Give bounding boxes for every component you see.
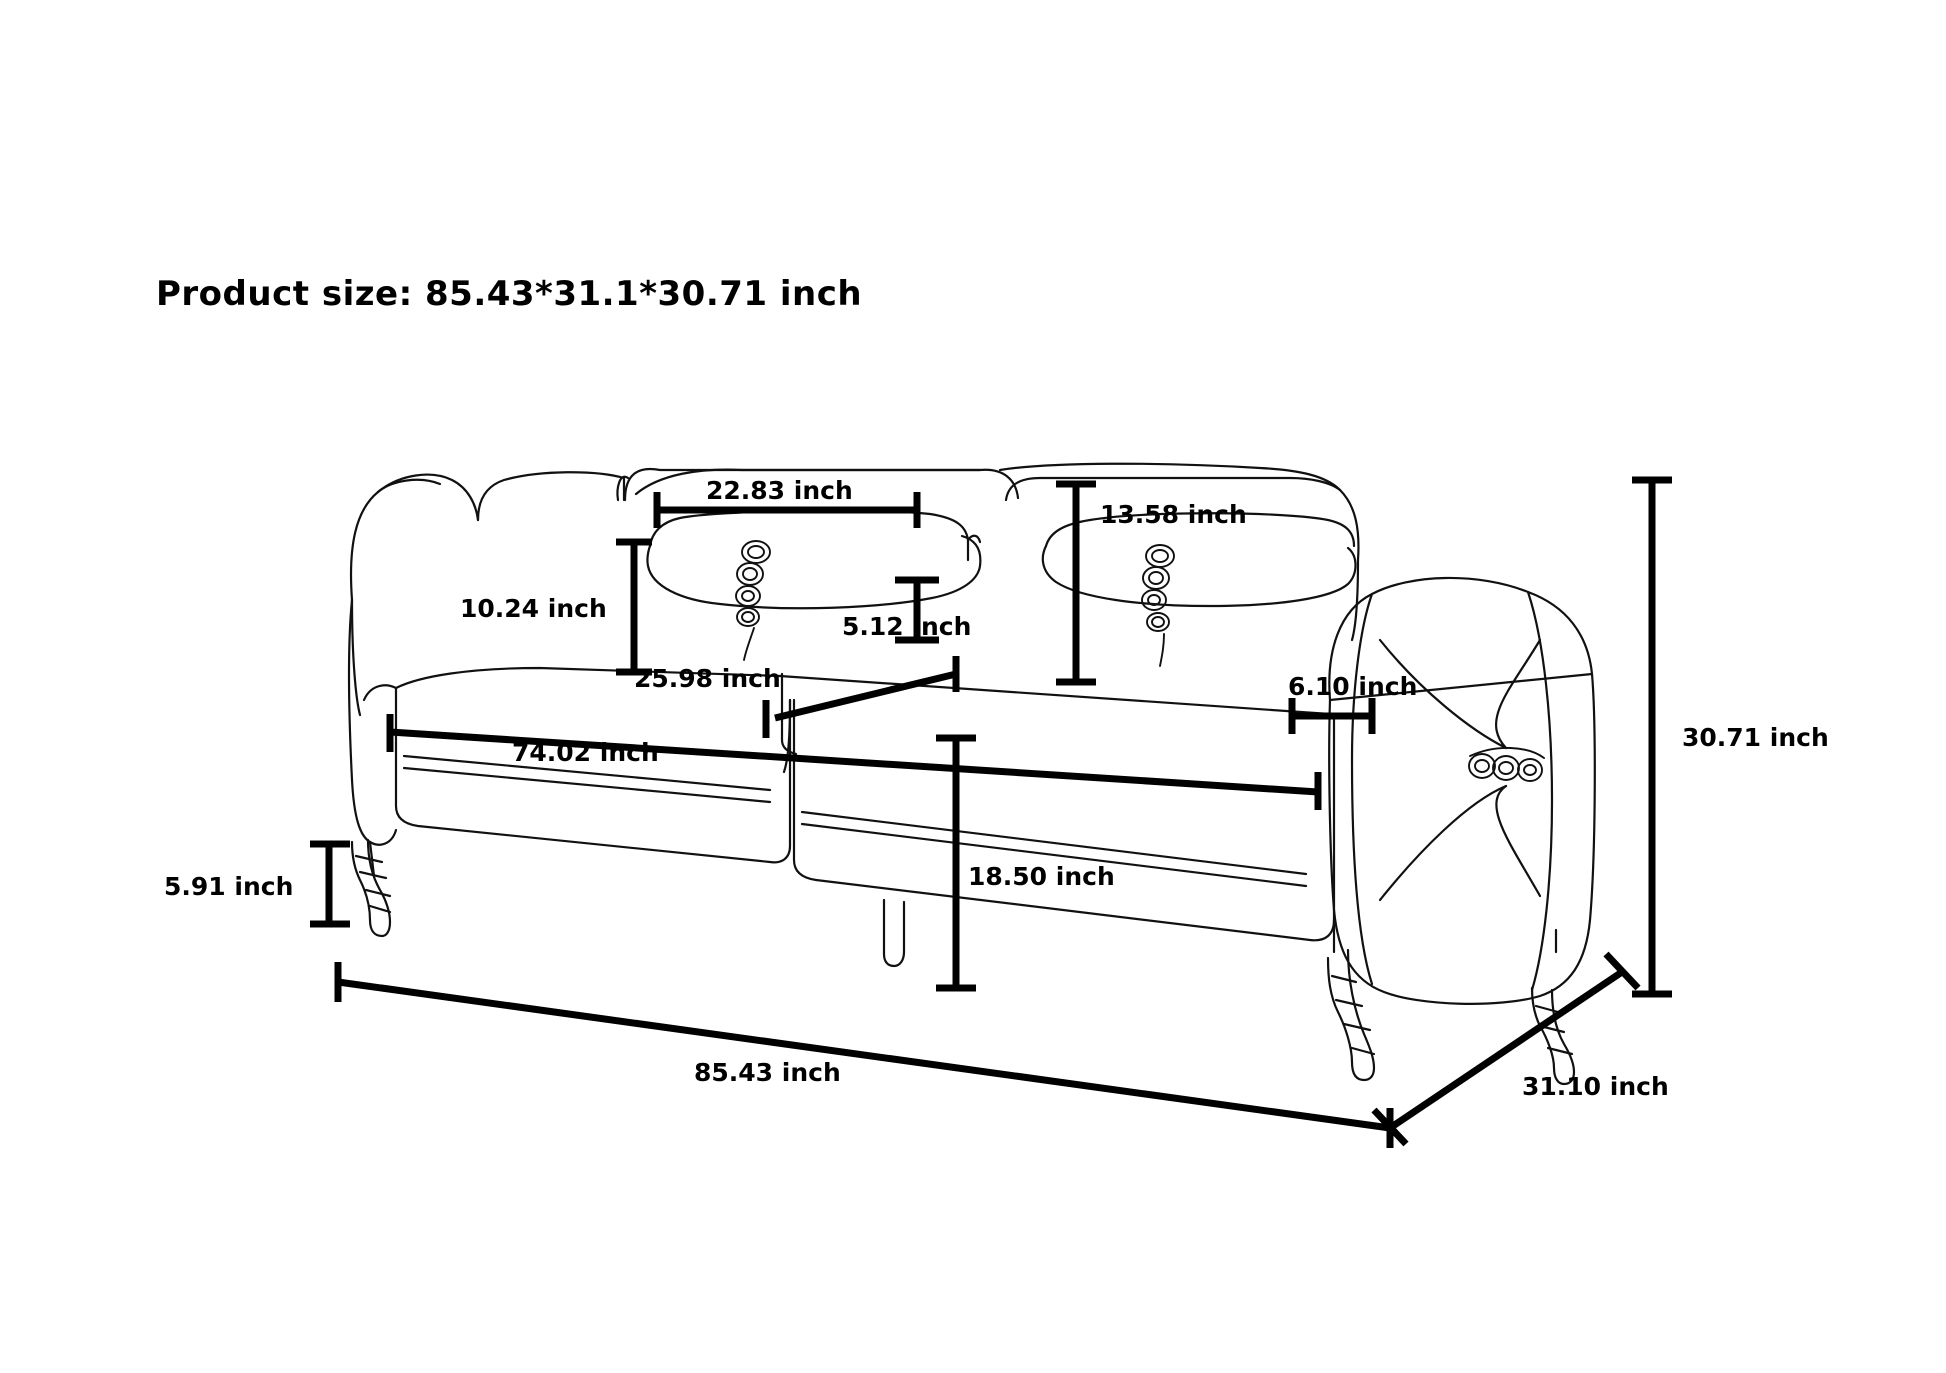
dim-label-back-height: 13.58 inch bbox=[1100, 500, 1247, 529]
dim-label-arm-width: 6.10 inch bbox=[1288, 672, 1418, 701]
dim-overall-width bbox=[338, 962, 1390, 1148]
dimension-lines bbox=[310, 480, 1672, 1148]
dim-label-seat-width: 74.02 inch bbox=[512, 738, 659, 767]
dim-label-overall-depth: 31.10 inch bbox=[1522, 1072, 1669, 1101]
sofa-leg-middle bbox=[884, 900, 904, 966]
sofa-leg-back-right bbox=[1532, 988, 1574, 1084]
dim-label-pillow-thickness: 5.12 inch bbox=[842, 612, 972, 641]
sofa-pillow-left bbox=[647, 511, 980, 609]
sofa-seat-cushion-left bbox=[396, 688, 790, 862]
dim-leg-height bbox=[310, 844, 350, 924]
pillow-left-ornament bbox=[736, 541, 770, 660]
dim-overall-depth bbox=[1374, 954, 1638, 1144]
dim-label-seat-depth: 25.98 inch bbox=[634, 664, 781, 693]
dim-label-leg-height: 5.91 inch bbox=[164, 872, 294, 901]
dim-label-pillow-width: 22.83 inch bbox=[706, 476, 853, 505]
sofa-backrest-left bbox=[351, 475, 478, 715]
dim-label-arm-height: 10.24 inch bbox=[460, 594, 607, 623]
dim-label-seat-height: 18.50 inch bbox=[968, 862, 1115, 891]
dim-label-overall-height: 30.71 inch bbox=[1682, 723, 1829, 752]
page-title: Product size: 85.43*31.1*30.71 inch bbox=[156, 274, 863, 314]
sofa-left-back-top bbox=[478, 472, 624, 520]
dim-back-height bbox=[1056, 484, 1096, 682]
dim-overall-height bbox=[1632, 480, 1672, 994]
dim-arm-width bbox=[1292, 698, 1372, 734]
dim-label-overall-width: 85.43 inch bbox=[694, 1058, 841, 1087]
